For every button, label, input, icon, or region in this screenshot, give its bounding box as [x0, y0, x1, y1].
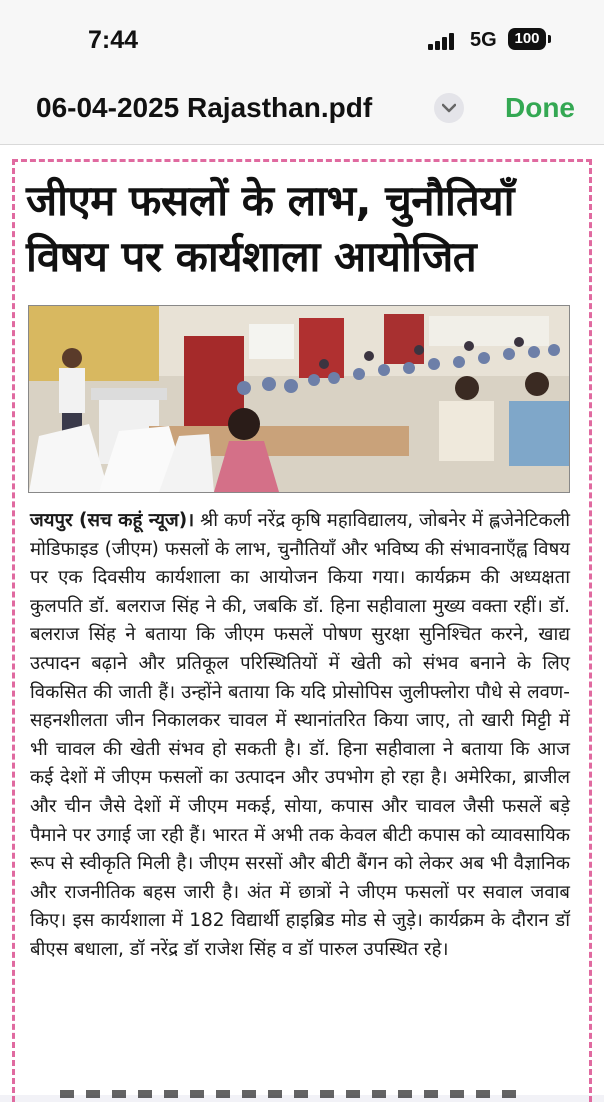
article-body [30, 507, 570, 965]
nav-bar [0, 78, 604, 145]
next-article-edge [60, 1090, 520, 1098]
signal-icon [428, 32, 462, 50]
status-time: 7:44 [88, 26, 139, 54]
article-body-text: श्री कर्ण नरेंद्र कृषि महाविद्यालय, जोबनेर में ह्लजेनेटिकली मोडिफाइड (जीएम) फसलों के लाभ, चुनौतियाँ और भविष्य की संभावनाएँह्व विषय पर एक दिवसीय कार्यशाला का आयोजन किया गया। कार्यक्रम की अध्यक्षता कुलपति डॉ. बलराज सिंह ने की, जबकि डॉ. हिना सहीवाला मुख्य वक्ता रहीं। डॉ. बलराज सिंह ने बताया कि जीएम फसलें पोषण सुरक्षा सुनिश्चित करने, खाद्य उत्पादन बढ़ाने और प्रतिकूल परिस्थितियों में खेती को संभव बनाने के लिए विकसित की जाती हैं। उन्होंने बताया कि यदि प्रोसोपिस जुलीफ्लोरा पौधे से लवण-सहनशीलता जीन निकालकर चावल में स्थानांतरित किया जाए, तो खारी मिट्टी में भी चावल की खेती संभव हो सकती है। डॉ. हिना सहीवाला ने बताया कि आज कई देशों में जीएम फसलों का उत्पादन और उपभोग हो रहा है। अमेरिका, ब्राजील और चीन जैसे देशों में जीएम मकई, सोया, कपास और चावल जैसी फसलें बड़े पैमाने पर उगाई जा रही हैं। भारत में अभी तक केवल बीटी कपास को व्यावसायिक रूप से स्वीकृति मिली है। जीएम सरसों और बीटी बैंगन को लेकर अब भी वैज्ञानिक और राजनीतिक बहस जारी है। अंत में छात्रों ने जीएम फसलों पर सवाल जवाब किए। इस कार्यशाला में 182 विद्यार्थी हाइब्रिड मोड से जुड़े। कार्यक्रम के दौरान डॉ बीएस बधाला, डॉ नरेंद्र डॉ राजेश सिंह व डॉ पारुल उपस्थित रहे। [30, 510, 570, 960]
headline-line-1: जीएम फसलों के लाभ, चुनौतियाँ [26, 176, 515, 225]
pdf-page[interactable] [0, 145, 604, 1095]
article-dateline: जयपुर (सच कहूं न्यूज)। [30, 510, 195, 531]
article-headline [26, 173, 586, 285]
workshop-photo-image [29, 306, 569, 492]
battery-icon: 100 [508, 28, 546, 50]
headline-line-2: विषय पर कार्यशाला आयोजित [26, 232, 477, 281]
chevron-down-icon [442, 103, 456, 113]
article-photo [28, 305, 570, 493]
network-type: 5G [470, 29, 497, 51]
status-bar [0, 0, 604, 78]
battery-tip [548, 35, 551, 43]
document-title[interactable]: 06-04-2025 Rajasthan.pdf [36, 92, 373, 123]
title-menu-button[interactable] [434, 93, 464, 123]
done-button[interactable]: Done [505, 92, 575, 123]
